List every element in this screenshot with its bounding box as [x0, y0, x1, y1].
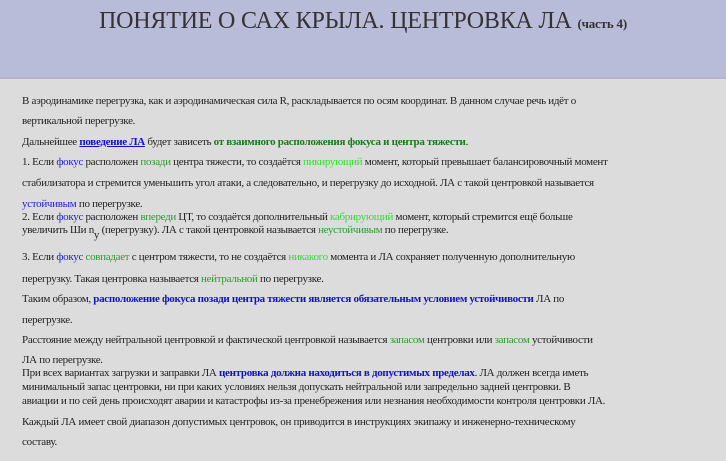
term: запасом — [389, 334, 425, 346]
case-1-end — [22, 198, 142, 210]
text: с центром тяжести, то не создаётся — [129, 251, 289, 263]
text: составу. — [22, 436, 57, 448]
text: Дальнейшее — [22, 136, 80, 148]
case-2-cont — [22, 224, 448, 241]
text: по перегрузке. — [257, 273, 324, 285]
text: 3. Если — [22, 251, 57, 263]
paragraph-behavior — [22, 136, 468, 148]
text: увеличить Ши n — [22, 224, 94, 236]
behavior-link[interactable]: поведение ЛА — [79, 136, 145, 148]
text: ЛА по перегрузке. — [22, 354, 103, 366]
case-1-cont — [22, 177, 594, 189]
text: ЦТ, то создаётся дополнительный — [175, 211, 331, 223]
text: по перегрузке. — [76, 198, 143, 210]
text: будет зависеть — [144, 136, 214, 148]
text: Таким образом, — [22, 293, 94, 305]
text: по перегрузке. — [382, 224, 449, 236]
term-focus: фокус — [56, 211, 84, 223]
text: авиации и по сей день происходят аварии и катастрофы из-за пренебрежения или незнания необходимости контроля центровки ЛА. — [22, 395, 606, 407]
text: устойчивости — [529, 334, 593, 346]
emphasis: центровка должна находиться в допустимых пределах — [219, 367, 475, 379]
text: Расстояние между нейтральной центровкой и фактической центровкой называется — [22, 334, 390, 346]
loading-rule-cont — [22, 381, 570, 393]
text: 1. Если — [22, 156, 57, 168]
case-3 — [22, 251, 575, 263]
text: минимальный запас центровки, ни при каких условиях нельзя допускать нейтральной или запредельно задней центровки. В — [22, 381, 571, 393]
slide-header — [0, 0, 726, 79]
text: расположен — [83, 211, 141, 223]
term: кабрирующий — [330, 211, 394, 223]
text: расположен — [83, 156, 141, 168]
title-text: ПОНЯТИЕ О САХ КРЫЛА. ЦЕНТРОВКА ЛА — [99, 8, 572, 34]
loading-rule — [22, 367, 588, 379]
term: совпадает — [85, 251, 130, 263]
emphasis: расположение фокуса позади центра тяжести является обязательным условием устойчивости — [93, 293, 534, 305]
term: запасом — [494, 334, 530, 346]
term: никакого — [288, 251, 328, 263]
text: момент, который стремится ещё больше — [393, 211, 573, 223]
text: (перегрузку). ЛА с такой центровкой называется — [99, 224, 319, 236]
text: При всех вариантах загрузки и заправки ЛА — [22, 367, 220, 379]
case-1 — [22, 156, 608, 168]
text: 2. Если — [22, 211, 57, 223]
margin-definition-cont — [22, 354, 103, 366]
term: впереди — [140, 211, 176, 223]
subscript: y — [93, 229, 100, 241]
conclusion — [22, 293, 564, 305]
case-2 — [22, 211, 573, 223]
slide-title — [0, 8, 726, 35]
loading-rule-end — [22, 395, 605, 407]
text: момент, который превышает балансировочный момент — [362, 156, 608, 168]
text: перегрузке. — [22, 314, 73, 326]
range-note — [22, 416, 576, 428]
text: вертикальной перегрузке. — [22, 115, 136, 127]
text: перегрузку. Такая центровка называется — [22, 273, 202, 285]
conclusion-cont — [22, 314, 72, 326]
emphasis: от взаимного расположения фокуса и центра тяжести — [213, 136, 466, 148]
text: Каждый ЛА имеет свой диапазон допустимых центровок, он приводится в инструкциях экипажу и инженерно-техническому — [22, 416, 576, 428]
paragraph-load-factor — [22, 95, 576, 107]
range-note-cont — [22, 436, 57, 448]
text: . — [465, 136, 469, 148]
text: ЛА по — [533, 293, 565, 305]
term: устойчивым — [22, 198, 77, 210]
text: момента и ЛА сохраняет полученную дополнительную — [327, 251, 575, 263]
term: позади — [140, 156, 171, 168]
paragraph-load-factor-cont — [22, 115, 135, 127]
text: стабилизатора и стремится уменьшить угол атаки, а следовательно, и перегрузку до исходной. ЛА с такой центровкой называется — [22, 177, 594, 189]
text: центровки или — [424, 334, 495, 346]
title-part: (часть 4) — [577, 16, 627, 31]
text: В аэродинамике перегрузка, как и аэродинамическая сила R, раскладывается по осям координат. В данном случае речь идёт о — [22, 95, 576, 107]
term-focus: фокус — [56, 156, 84, 168]
term-focus: фокус — [56, 251, 84, 263]
margin-definition — [22, 334, 593, 346]
term: неустойчивым — [318, 224, 383, 236]
text: . ЛА должен всегда иметь — [474, 367, 589, 379]
text: центра тяжести, то создаётся — [170, 156, 304, 168]
case-3-cont — [22, 273, 324, 285]
term: нейтральной — [201, 273, 258, 285]
term: пикирующий — [303, 156, 363, 168]
